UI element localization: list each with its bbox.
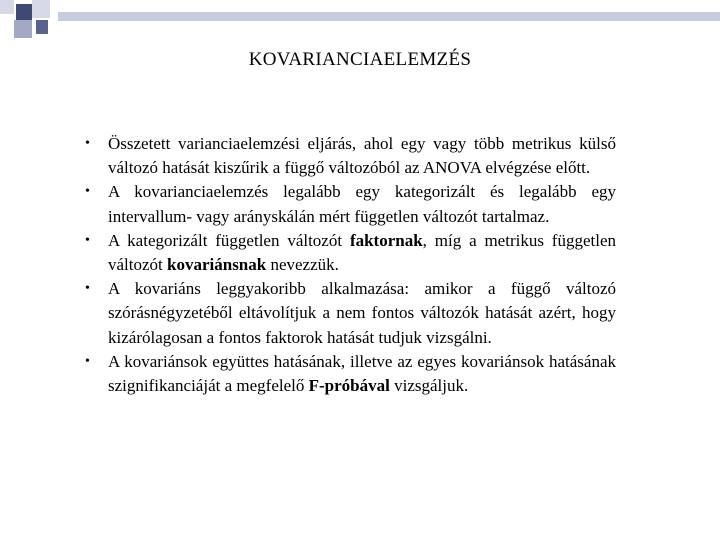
- bullet-dot-icon: •: [85, 136, 90, 151]
- bullet-dot-icon: •: [85, 353, 90, 369]
- bullet-text: , míg a metrikus független változót: [108, 230, 616, 275]
- deco-square-mid: [14, 20, 32, 38]
- deco-header-bar: [58, 12, 720, 21]
- bullet-text: A kategorizált független változót: [108, 230, 350, 250]
- deco-square-light-2: [32, 0, 50, 18]
- deco-square-light: [0, 0, 14, 14]
- slide-title: KOVARIANCIAELEMZÉS: [248, 49, 472, 70]
- deco-square-dark: [16, 4, 32, 20]
- bullet-text: A kovariánsok együttes hatásának, illetve az egyes kovariánsok hatásának szignifikanciáját a megfelelő: [108, 351, 616, 396]
- bullet-dot-icon: •: [85, 184, 90, 200]
- bullet-bold-term: kovariánsnak: [167, 255, 267, 275]
- bullet-bold-term: F-próbával: [308, 376, 390, 396]
- bullet-item: [84, 277, 616, 350]
- bullet-item: [84, 229, 616, 277]
- bullet-dot-icon: •: [85, 232, 90, 248]
- bullet-list: [84, 132, 616, 398]
- bullet-text: A kovarianciaelemzés legalább egy kategorizált és legalább egy intervallum- vagy arányskálán mért független változót tartalmaz.: [108, 182, 616, 226]
- header-decoration: [0, 0, 720, 40]
- bullet-text: Összetett varianciaelemzési eljárás, ahol egy vagy több metrikus külső változó hatását kiszűrik a függő változóból az ANOVA elvégzése előtt.: [108, 134, 616, 178]
- bullet-text: A kovariáns leggyakoribb alkalmazása: amikor a függő változó szórásnégyzetéből eltávolítjuk a nem fontos változók hatását azért, hogy kizárólagosan a fontos faktorok hatását tudjuk vizsgálni.: [108, 279, 616, 347]
- deco-square-dark-2: [36, 20, 48, 34]
- bullet-text: vizsgáljuk.: [389, 376, 469, 396]
- bullet-dot-icon: •: [85, 281, 90, 297]
- bullet-item: [84, 180, 616, 228]
- bullet-bold-term: faktornak: [349, 230, 423, 250]
- bullet-item: [84, 350, 616, 398]
- bullet-text: nevezzük.: [266, 255, 339, 275]
- bullet-item: [84, 132, 616, 180]
